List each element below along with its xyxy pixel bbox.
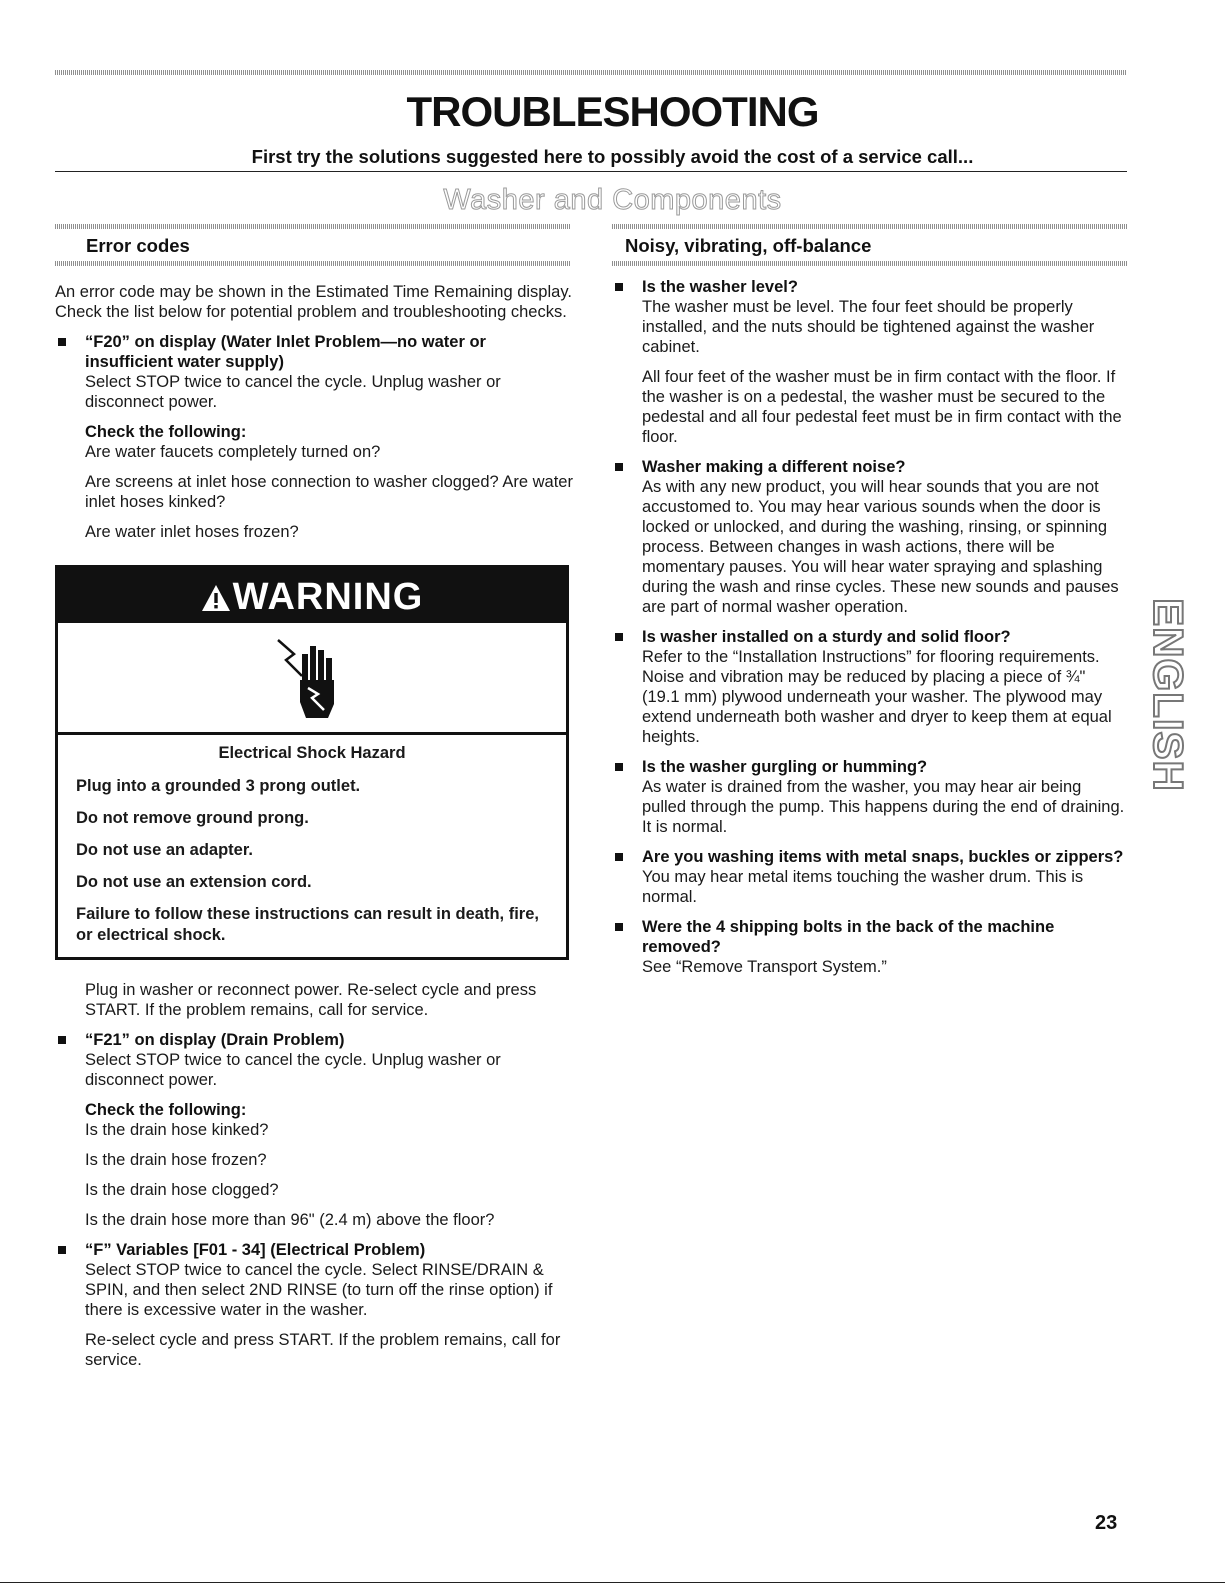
floor-item	[612, 627, 1127, 747]
f20-text: Select STOP twice to cancel the cycle. Unplug washer or disconnect power.	[85, 373, 501, 411]
error-codes-intro: An error code may be shown in the Estimated Time Remaining display. Check the list below for potential problem and troubleshooting checks.	[55, 283, 572, 321]
f20-check-1: Are water faucets completely turned on?	[85, 443, 381, 461]
fvar-title: “F” Variables [F01 - 34] (Electrical Problem)	[85, 1241, 426, 1259]
language-side-tab	[1145, 570, 1192, 820]
language-label: ENGLISH	[1145, 598, 1192, 792]
bullet-icon	[58, 1246, 66, 1254]
warning-box	[55, 565, 569, 960]
bullet-icon	[615, 923, 623, 931]
error-codes-heading: Error codes	[86, 235, 190, 256]
warning-header	[58, 568, 566, 623]
bolts-title: Were the 4 shipping bolts in the back of the machine removed?	[642, 918, 1055, 956]
after-warning-text: Plug in washer or reconnect power. Re-select cycle and press START. If the problem remains, call for service.	[85, 981, 537, 1019]
bottom-rule	[0, 1582, 1225, 1583]
fvar-item	[55, 1240, 575, 1370]
left-heading-hatch-top	[55, 224, 570, 229]
left-heading-hatch-bottom	[55, 261, 570, 266]
f21-check-4: Is the drain hose more than 96" (2.4 m) above the floor?	[85, 1211, 495, 1229]
warning-line-3: Do not use an adapter.	[76, 841, 253, 859]
metal-item	[612, 847, 1127, 907]
floor-text: Refer to the “Installation Instructions” for flooring requirements. Noise and vibration may be reduced by placing a piece of ¾" (19.1 mm) plywood underneath your washer. The plywood may extend underneath both washer and dryer to keep them at equal heights.	[642, 648, 1112, 746]
f20-item	[55, 332, 575, 542]
hazard-title: Electrical Shock Hazard	[218, 744, 406, 762]
f21-item	[55, 1030, 575, 1230]
bullet-icon	[58, 1036, 66, 1044]
bullet-icon	[615, 633, 623, 641]
f21-check-3: Is the drain hose clogged?	[85, 1181, 279, 1199]
f20-title: “F20” on display (Water Inlet Problem—no water or insufficient water supply)	[85, 333, 486, 371]
warning-line-2: Do not remove ground prong.	[76, 809, 309, 827]
left-column-upper	[55, 282, 575, 552]
warning-icon-area	[58, 623, 566, 735]
metal-title: Are you washing items with metal snaps, buckles or zippers?	[642, 848, 1124, 866]
noise-title: Washer making a different noise?	[642, 458, 906, 476]
gurgling-item	[612, 757, 1127, 837]
f20-check-label: Check the following:	[85, 423, 247, 441]
f20-check-2: Are screens at inlet hose connection to washer clogged? Are water inlet hoses kinked?	[85, 473, 573, 511]
f21-title: “F21” on display (Drain Problem)	[85, 1031, 345, 1049]
section-title: Washer and Components	[443, 184, 782, 216]
level-item	[612, 277, 1127, 447]
bolts-item	[612, 917, 1127, 977]
f21-check-2: Is the drain hose frozen?	[85, 1151, 267, 1169]
metal-text: You may hear metal items touching the washer drum. This is normal.	[642, 868, 1084, 906]
level-title: Is the washer level?	[642, 278, 798, 296]
warning-body	[58, 735, 566, 946]
bullet-icon	[615, 763, 623, 771]
f20-check-3: Are water inlet hoses frozen?	[85, 523, 299, 541]
bolts-text: See “Remove Transport System.”	[642, 958, 887, 976]
warning-line-1: Plug into a grounded 3 prong outlet.	[76, 777, 361, 795]
floor-title: Is washer installed on a sturdy and solid floor?	[642, 628, 1011, 646]
warning-label: WARNING	[232, 576, 424, 618]
gurgling-text: As water is drained from the washer, you may hear air being pulled through the pump. This happens during the end of draining. It is normal.	[642, 778, 1125, 836]
level-text: The washer must be level. The four feet should be properly installed, and the nuts should be tightened against the washer cabinet.	[642, 298, 1095, 356]
f21-check-1: Is the drain hose kinked?	[85, 1121, 269, 1139]
f21-check-label: Check the following:	[85, 1101, 247, 1119]
f21-text: Select STOP twice to cancel the cycle. Unplug washer or disconnect power.	[85, 1051, 501, 1089]
warning-triangle-icon	[201, 584, 231, 612]
subtitle-rule	[55, 171, 1127, 172]
fvar-text-2: Re-select cycle and press START. If the problem remains, call for service.	[85, 1331, 561, 1369]
gurgling-title: Is the washer gurgling or humming?	[642, 758, 928, 776]
right-column	[612, 277, 1127, 987]
fvar-text: Select STOP twice to cancel the cycle. Select RINSE/DRAIN & SPIN, and then select 2ND RINSE (to turn off the rinse option) if there is excessive water in the washer.	[85, 1261, 553, 1319]
right-heading-hatch-bottom	[612, 261, 1127, 266]
warning-line-4: Do not use an extension cord.	[76, 873, 312, 891]
level-text-2: All four feet of the washer must be in firm contact with the floor. If the washer is on a pedestal, the washer must be secured to the pedestal and all four pedestal feet must be in firm contact with the floor.	[642, 368, 1122, 446]
noise-text: As with any new product, you will hear sounds that you are not accustomed to. You may hear various sounds when the door is locked or unlocked, and during the washing, rinsing, or spinning process. Between changes in wash actions, there will be momentary pauses. You will hear water spraying and splashing during the wash and rinse cycles. These new sounds and pauses are part of normal washer operation.	[642, 478, 1119, 616]
noisy-heading: Noisy, vibrating, off-balance	[625, 235, 872, 256]
page-subtitle: First try the solutions suggested here to possibly avoid the cost of a service call...	[251, 146, 974, 167]
page-number: 23	[1095, 1512, 1118, 1534]
electrical-shock-hand-icon	[272, 632, 352, 724]
right-heading-hatch-top	[612, 224, 1127, 229]
left-column-lower	[55, 980, 575, 1380]
bullet-icon	[615, 463, 623, 471]
warning-line-5: Failure to follow these instructions can result in death, fire, or electrical shock.	[76, 905, 539, 944]
bullet-icon	[615, 283, 623, 291]
bullet-icon	[58, 338, 66, 346]
top-hatch-rule	[55, 70, 1127, 75]
page-title: TROUBLESHOOTING	[406, 88, 819, 135]
bullet-icon	[615, 853, 623, 861]
noise-item	[612, 457, 1127, 617]
